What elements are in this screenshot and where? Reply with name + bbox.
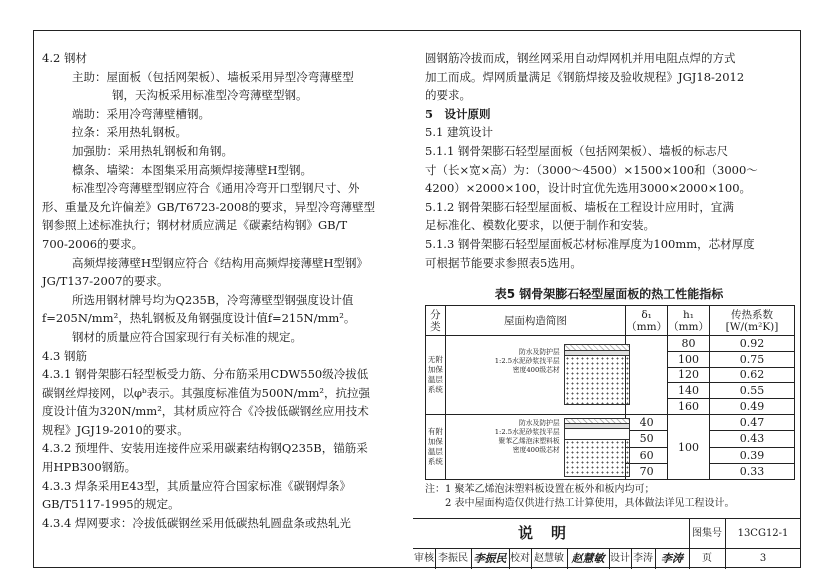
text-line: 钢参照上述标准执行；钢材材质应满足《碳素结构钢》GB/T bbox=[42, 218, 348, 233]
text-line: 钢材的质量应符合国家现行有关标准的规定。 bbox=[72, 329, 302, 344]
reviewer-signature: 李振民 bbox=[471, 549, 510, 569]
group1-d1 bbox=[626, 336, 668, 415]
text-line: 5.1 建筑设计 bbox=[425, 125, 493, 140]
text-line: 圆钢筋冷拔而成，钢丝网采用自动焊网机并用电阻点焊的方式 bbox=[425, 51, 736, 65]
table-cell: 0.75 bbox=[710, 351, 795, 367]
text-line: 5.1.3 钢骨架膨石轻型屋面板芯材标准厚度为100mm，芯材厚度 bbox=[425, 236, 755, 251]
table-cell: 120 bbox=[668, 367, 710, 383]
left-column bbox=[42, 49, 408, 532]
table-cell: 0.49 bbox=[710, 399, 795, 415]
core-material-icon bbox=[564, 439, 630, 477]
diagram-label: 1:2.5水泥砂浆找平层 bbox=[494, 357, 560, 365]
header-d1: δ₁ （mm） bbox=[626, 306, 668, 336]
text-line: 4.2 钢材 bbox=[42, 51, 87, 65]
text-line: 5.1.1 钢骨架膨石轻型屋面板（包括网架板）、墙板的标志尺 bbox=[425, 143, 729, 158]
designer-name: 李涛 bbox=[631, 549, 656, 569]
designer-signature: 李涛 bbox=[655, 549, 690, 569]
text-line: 碳钢丝焊接网，以φᵇ表示。其强度标准值为500N/mm²，抗拉强 bbox=[42, 385, 370, 400]
table-cell: 0.43 bbox=[710, 431, 795, 447]
review-label: 审核 bbox=[413, 549, 436, 569]
text-line: 的要求。 bbox=[425, 88, 471, 103]
text-line: 加工而成。焊网质量满足《钢筋焊接及验收规程》JGJ18-2012 bbox=[425, 69, 745, 84]
text-line: 度设计值为320N/mm²，其材质应符合《冷拔低碳钢丝应用技术 bbox=[42, 404, 369, 419]
text-line: 4.3.1 钢骨架膨石轻型板受力筋、分布筋采用CDW550级冷拔低 bbox=[42, 367, 369, 382]
text-line: JG/T137-2007的要求。 bbox=[42, 274, 169, 289]
title-block bbox=[413, 518, 801, 569]
text-line: 端助：采用冷弯薄壁槽钢。 bbox=[72, 106, 210, 121]
page-label: 页 bbox=[689, 549, 726, 569]
note-line: 注：1 聚苯乙烯泡沫塑料板设置在板外和板内均可； bbox=[425, 484, 655, 495]
table-cell: 0.92 bbox=[710, 336, 795, 352]
table-cell: 100 bbox=[668, 351, 710, 367]
text-line: 足标准化、模数化要求，以便于制作和安装。 bbox=[425, 218, 655, 233]
table-title: 表5 钢骨架膨石轻型屋面板的热工性能指标 bbox=[494, 287, 724, 301]
atlas-label: 图集号 bbox=[689, 519, 726, 548]
thermal-performance-table bbox=[425, 305, 795, 480]
core-material-icon bbox=[564, 355, 630, 405]
text-line: 4.3.4 焊网要求：冷拔低碳钢丝采用低碳热轧圆盘条或热轧光 bbox=[42, 515, 351, 530]
text-line: 高频焊接薄壁H型钢应符合《结构用高频焊接薄壁H型钢》 bbox=[72, 255, 369, 270]
text-line: 4.3.3 焊条采用E43型，其质量应符合国家标准《碳钢焊条》 bbox=[42, 478, 351, 493]
text-line: 主助：屋面板（包括网架板）、墙板采用异型冷弯薄壁型 bbox=[72, 69, 354, 84]
header-category: 分类 bbox=[426, 306, 446, 336]
table-cell: 70 bbox=[626, 463, 668, 479]
text-line: 5.1.2 钢骨架膨石轻型屋面板、墙板在工程设计应用时，宜满 bbox=[425, 199, 734, 214]
text-line: 形、重量及允许偏差》GB/T6723-2008的要求，异型冷弯薄壁型 bbox=[42, 199, 376, 214]
table-cell: 40 bbox=[626, 415, 668, 431]
document-title: 说明 bbox=[413, 519, 690, 548]
text-line: 檩条、墙梁：本图集采用高频焊接薄壁H型钢。 bbox=[72, 162, 313, 177]
table-cell: 0.39 bbox=[710, 447, 795, 463]
page-number: 3 bbox=[759, 553, 767, 564]
header-h1: h₁ （mm） bbox=[668, 306, 710, 336]
group1-diagram bbox=[445, 336, 625, 415]
text-line: 4.3.2 预埋件、安装用连接件应采用碳素结构钢Q235B，锚筋采 bbox=[42, 441, 368, 456]
text-line: 标准型冷弯薄壁型钢应符合《通用冷弯开口型钢尺寸、外 bbox=[72, 181, 360, 196]
header-diagram: 屋面构造简图 bbox=[445, 306, 625, 336]
text-line: 5 设计原则 bbox=[425, 106, 491, 121]
text-line: 用HPB300钢筋。 bbox=[42, 460, 137, 475]
table-notes bbox=[425, 483, 735, 511]
text-line: 规程》JGJ19-2010的要求。 bbox=[42, 422, 189, 437]
group2-h1: 100 bbox=[668, 415, 710, 480]
group1-category: 无附加保温层系统 bbox=[426, 336, 446, 415]
checker-signature: 赵慧敏 bbox=[567, 549, 610, 569]
table-cell: 0.62 bbox=[710, 367, 795, 383]
note-line: 2 表中屋面构造仅供进行热工计算使用，具体做法详见工程设计。 bbox=[425, 498, 735, 509]
text-line: f=205N/mm²，热轧钢板及角钢强度设计值f=215N/mm²。 bbox=[42, 311, 356, 326]
check-label: 校对 bbox=[509, 549, 532, 569]
text-line: 拉条：采用热轧钢板。 bbox=[72, 125, 187, 140]
table-cell: 0.33 bbox=[710, 463, 795, 479]
text-line: 4.3 钢筋 bbox=[42, 348, 87, 363]
text-line: 可根据节能要求参照表5选用。 bbox=[425, 255, 582, 270]
text-line: 所选用钢材牌号均为Q235B，冷弯薄壁型钢强度设计值 bbox=[72, 292, 354, 307]
atlas-number: 13CG12-1 bbox=[737, 528, 789, 539]
group2-category: 有附加保温层系统 bbox=[426, 415, 446, 480]
diagram-label: 密度400级芯材 bbox=[512, 366, 560, 374]
diagram-label: 防水及防护层 bbox=[518, 348, 560, 356]
design-label: 设计 bbox=[609, 549, 632, 569]
table-cell: 60 bbox=[626, 447, 668, 463]
right-column bbox=[425, 49, 793, 272]
reviewer-name: 李振民 bbox=[435, 549, 472, 569]
table-cell: 140 bbox=[668, 383, 710, 399]
group2-diagram bbox=[445, 415, 625, 480]
diagram-label: 聚苯乙烯泡沫塑料板 bbox=[498, 437, 560, 445]
text-line: 钢，天沟板采用标准型冷弯薄壁型钢。 bbox=[112, 88, 308, 103]
text-line: GB/T5117-1995的规定。 bbox=[42, 497, 180, 512]
text-line: 4200）×2000×100，设计时宜优先选用3000×2000×100。 bbox=[425, 181, 752, 196]
text-line: 700-2006的要求。 bbox=[42, 236, 144, 251]
table-cell: 80 bbox=[668, 336, 710, 352]
header-k: 传热系数 [W/(m²K)] bbox=[710, 306, 795, 336]
diagram-label: 防水及防护层 bbox=[518, 419, 560, 427]
table-cell: 0.47 bbox=[710, 415, 795, 431]
table-cell: 160 bbox=[668, 399, 710, 415]
text-line: 加强肋：采用热轧钢板和角钢。 bbox=[72, 143, 233, 158]
diagram-label: 密度400级芯材 bbox=[512, 446, 560, 454]
diagram-label: 1:2.5水泥砂浆找平层 bbox=[494, 428, 560, 436]
table-cell: 50 bbox=[626, 431, 668, 447]
table-cell: 0.55 bbox=[710, 383, 795, 399]
checker-name: 赵慧敏 bbox=[531, 549, 568, 569]
text-line: 寸（长×宽×高）为：（3000～4500）×1500×100和（3000～ bbox=[425, 162, 758, 177]
